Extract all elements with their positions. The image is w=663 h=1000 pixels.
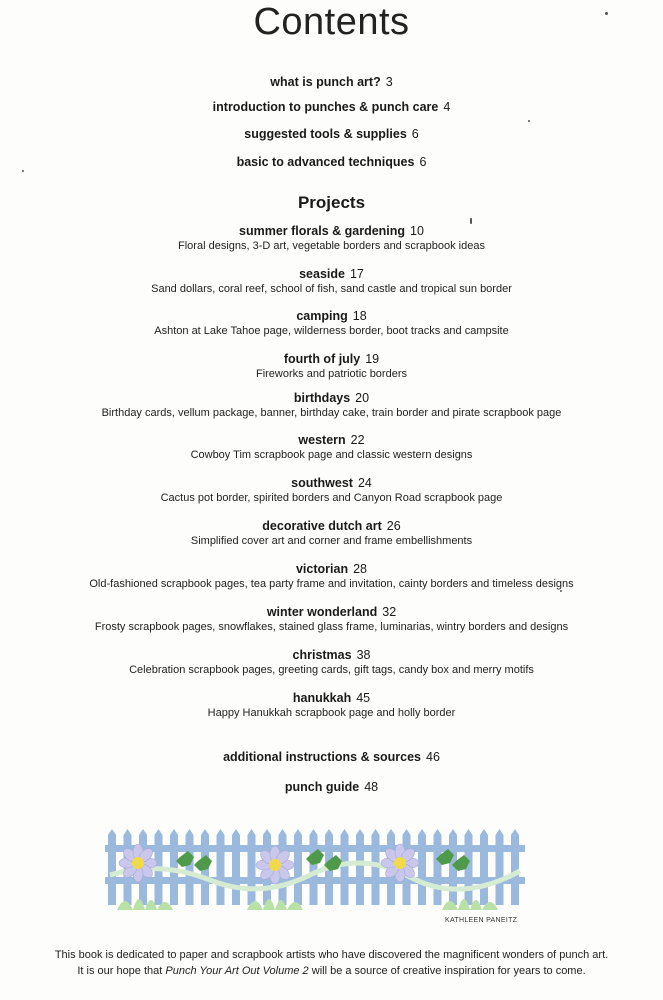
toc-entry[interactable] xyxy=(0,154,663,170)
fence-picket xyxy=(310,829,318,905)
project-title: christmas xyxy=(292,648,352,662)
project-entry[interactable] xyxy=(0,690,663,720)
scan-speck xyxy=(22,170,24,172)
scan-speck xyxy=(528,120,530,122)
project-title: hanukkah xyxy=(292,691,352,705)
project-page: 17 xyxy=(349,267,364,281)
fence-picket xyxy=(480,829,488,905)
project-entry[interactable] xyxy=(0,308,663,338)
toc-entry-page: 6 xyxy=(419,155,427,169)
project-description: Frosty scrapbook pages, snowflakes, stained glass frame, luminarias, wintry borders and designs xyxy=(94,621,569,633)
project-page: 10 xyxy=(410,224,424,238)
project-description: Floral designs, 3-D art, vegetable borders and scrapbook ideas xyxy=(178,240,485,252)
toc-entry-title: punch guide xyxy=(284,780,360,794)
fence-picket xyxy=(294,829,302,905)
toc-entry[interactable] xyxy=(0,74,663,90)
fence-picket xyxy=(496,829,504,905)
fence-picket xyxy=(217,829,225,905)
dedication-line-1: This book is dedicated to paper and scrapbook artists who have discovered the magnificent wonders of punch art. xyxy=(54,949,609,961)
project-entry[interactable] xyxy=(0,432,663,462)
toc-entry[interactable] xyxy=(0,126,663,142)
project-description: Celebration scrapbook pages, greeting cards, gift tags, candy box and merry motifs xyxy=(129,664,534,676)
project-page: 20 xyxy=(355,391,370,405)
project-description: Simplified cover art and corner and frame embellishments xyxy=(190,535,473,547)
project-page: 28 xyxy=(353,562,367,576)
project-title: birthdays xyxy=(293,391,351,405)
project-entry[interactable] xyxy=(0,266,663,296)
flower-center xyxy=(132,857,144,869)
project-entry[interactable] xyxy=(0,518,663,548)
project-description: Sand dollars, coral reef, school of fish, sand castle and tropical sun border xyxy=(151,283,512,295)
project-entry[interactable] xyxy=(0,647,663,677)
fence-picket xyxy=(248,829,256,905)
page-title: Contents xyxy=(253,1,410,43)
project-page: 18 xyxy=(352,309,367,323)
project-entry[interactable] xyxy=(0,223,663,253)
scan-speck xyxy=(605,12,608,15)
scan-speck xyxy=(470,218,472,224)
projects-heading: Projects xyxy=(297,193,366,212)
project-page: 19 xyxy=(365,352,380,366)
toc-entry-title: additional instructions & sources xyxy=(223,750,422,764)
project-description: Ashton at Lake Tahoe page, wilderness border, boot tracks and campsite xyxy=(154,325,509,337)
project-description: Old-fashioned scrapbook pages, tea party frame and invitation, cainty borders and timeless designs xyxy=(89,578,574,590)
project-title: decorative dutch art xyxy=(262,519,382,533)
project-page: 22 xyxy=(350,433,365,447)
fence-illustration xyxy=(100,825,530,917)
project-description: Happy Hanukkah scrapbook page and holly border xyxy=(207,707,456,719)
artist-credit: KATHLEEN PANEITZ xyxy=(445,917,518,924)
toc-entry-page: 4 xyxy=(443,100,451,114)
project-description: Birthday cards, vellum package, banner, birthday cake, train border and pirate scrapbook page xyxy=(101,407,562,419)
flower-center xyxy=(269,859,281,871)
toc-entry[interactable] xyxy=(0,749,663,765)
project-title: fourth of july xyxy=(283,352,361,366)
project-title: winter wonderland xyxy=(266,605,378,619)
toc-entry-page: 6 xyxy=(411,127,419,141)
project-entry[interactable] xyxy=(0,475,663,505)
project-page: 45 xyxy=(356,691,371,705)
project-page: 32 xyxy=(382,605,397,619)
project-title: camping xyxy=(296,309,348,323)
project-page: 38 xyxy=(356,648,371,662)
fence-picket xyxy=(434,829,442,905)
project-title: victorian xyxy=(295,562,349,576)
fence-picket xyxy=(186,829,194,905)
dedication-line-2 xyxy=(0,963,663,979)
fence-picket xyxy=(232,829,240,905)
fence-picket xyxy=(108,829,116,905)
toc-entry-title: suggested tools & supplies xyxy=(244,127,407,141)
toc-entry-page: 48 xyxy=(364,780,379,794)
project-title: western xyxy=(298,433,346,447)
book-title: Punch Your Art Out Volume 2 xyxy=(165,965,309,977)
toc-entry-page: 3 xyxy=(385,75,393,89)
project-description: Cowboy Tim scrapbook page and classic western designs xyxy=(190,449,473,461)
scan-speck xyxy=(560,590,562,592)
toc-entry-title: basic to advanced techniques xyxy=(236,155,415,169)
fence-picket xyxy=(356,829,364,905)
dedication-suffix: will be a source of creative inspiration for years to come. xyxy=(311,965,586,977)
fence-picket xyxy=(511,829,519,905)
leaf-icon xyxy=(194,855,212,871)
project-title: southwest xyxy=(291,476,353,490)
project-page: 24 xyxy=(357,476,372,490)
toc-entry-page: 46 xyxy=(426,750,440,764)
project-entry[interactable] xyxy=(0,561,663,591)
project-description: Fireworks and patriotic borders xyxy=(255,368,407,380)
toc-entry-title: what is punch art? xyxy=(270,75,381,89)
project-entry[interactable] xyxy=(0,604,663,634)
toc-entry-title: introduction to punches & punch care xyxy=(212,100,439,114)
fence-picket xyxy=(341,829,349,905)
project-description: Cactus pot border, spirited borders and Canyon Road scrapbook page xyxy=(160,492,503,504)
fence-picket xyxy=(418,829,426,905)
project-title: seaside xyxy=(299,267,345,281)
toc-entry[interactable] xyxy=(0,99,663,115)
fence-picket xyxy=(170,829,178,905)
flower-center xyxy=(394,857,406,869)
project-page: 26 xyxy=(386,519,401,533)
project-entry[interactable] xyxy=(0,351,663,381)
toc-entry[interactable] xyxy=(0,779,663,795)
project-title: summer florals & gardening xyxy=(239,224,406,238)
project-entry[interactable] xyxy=(0,390,663,420)
dedication-prefix: It is our hope that xyxy=(77,965,163,977)
